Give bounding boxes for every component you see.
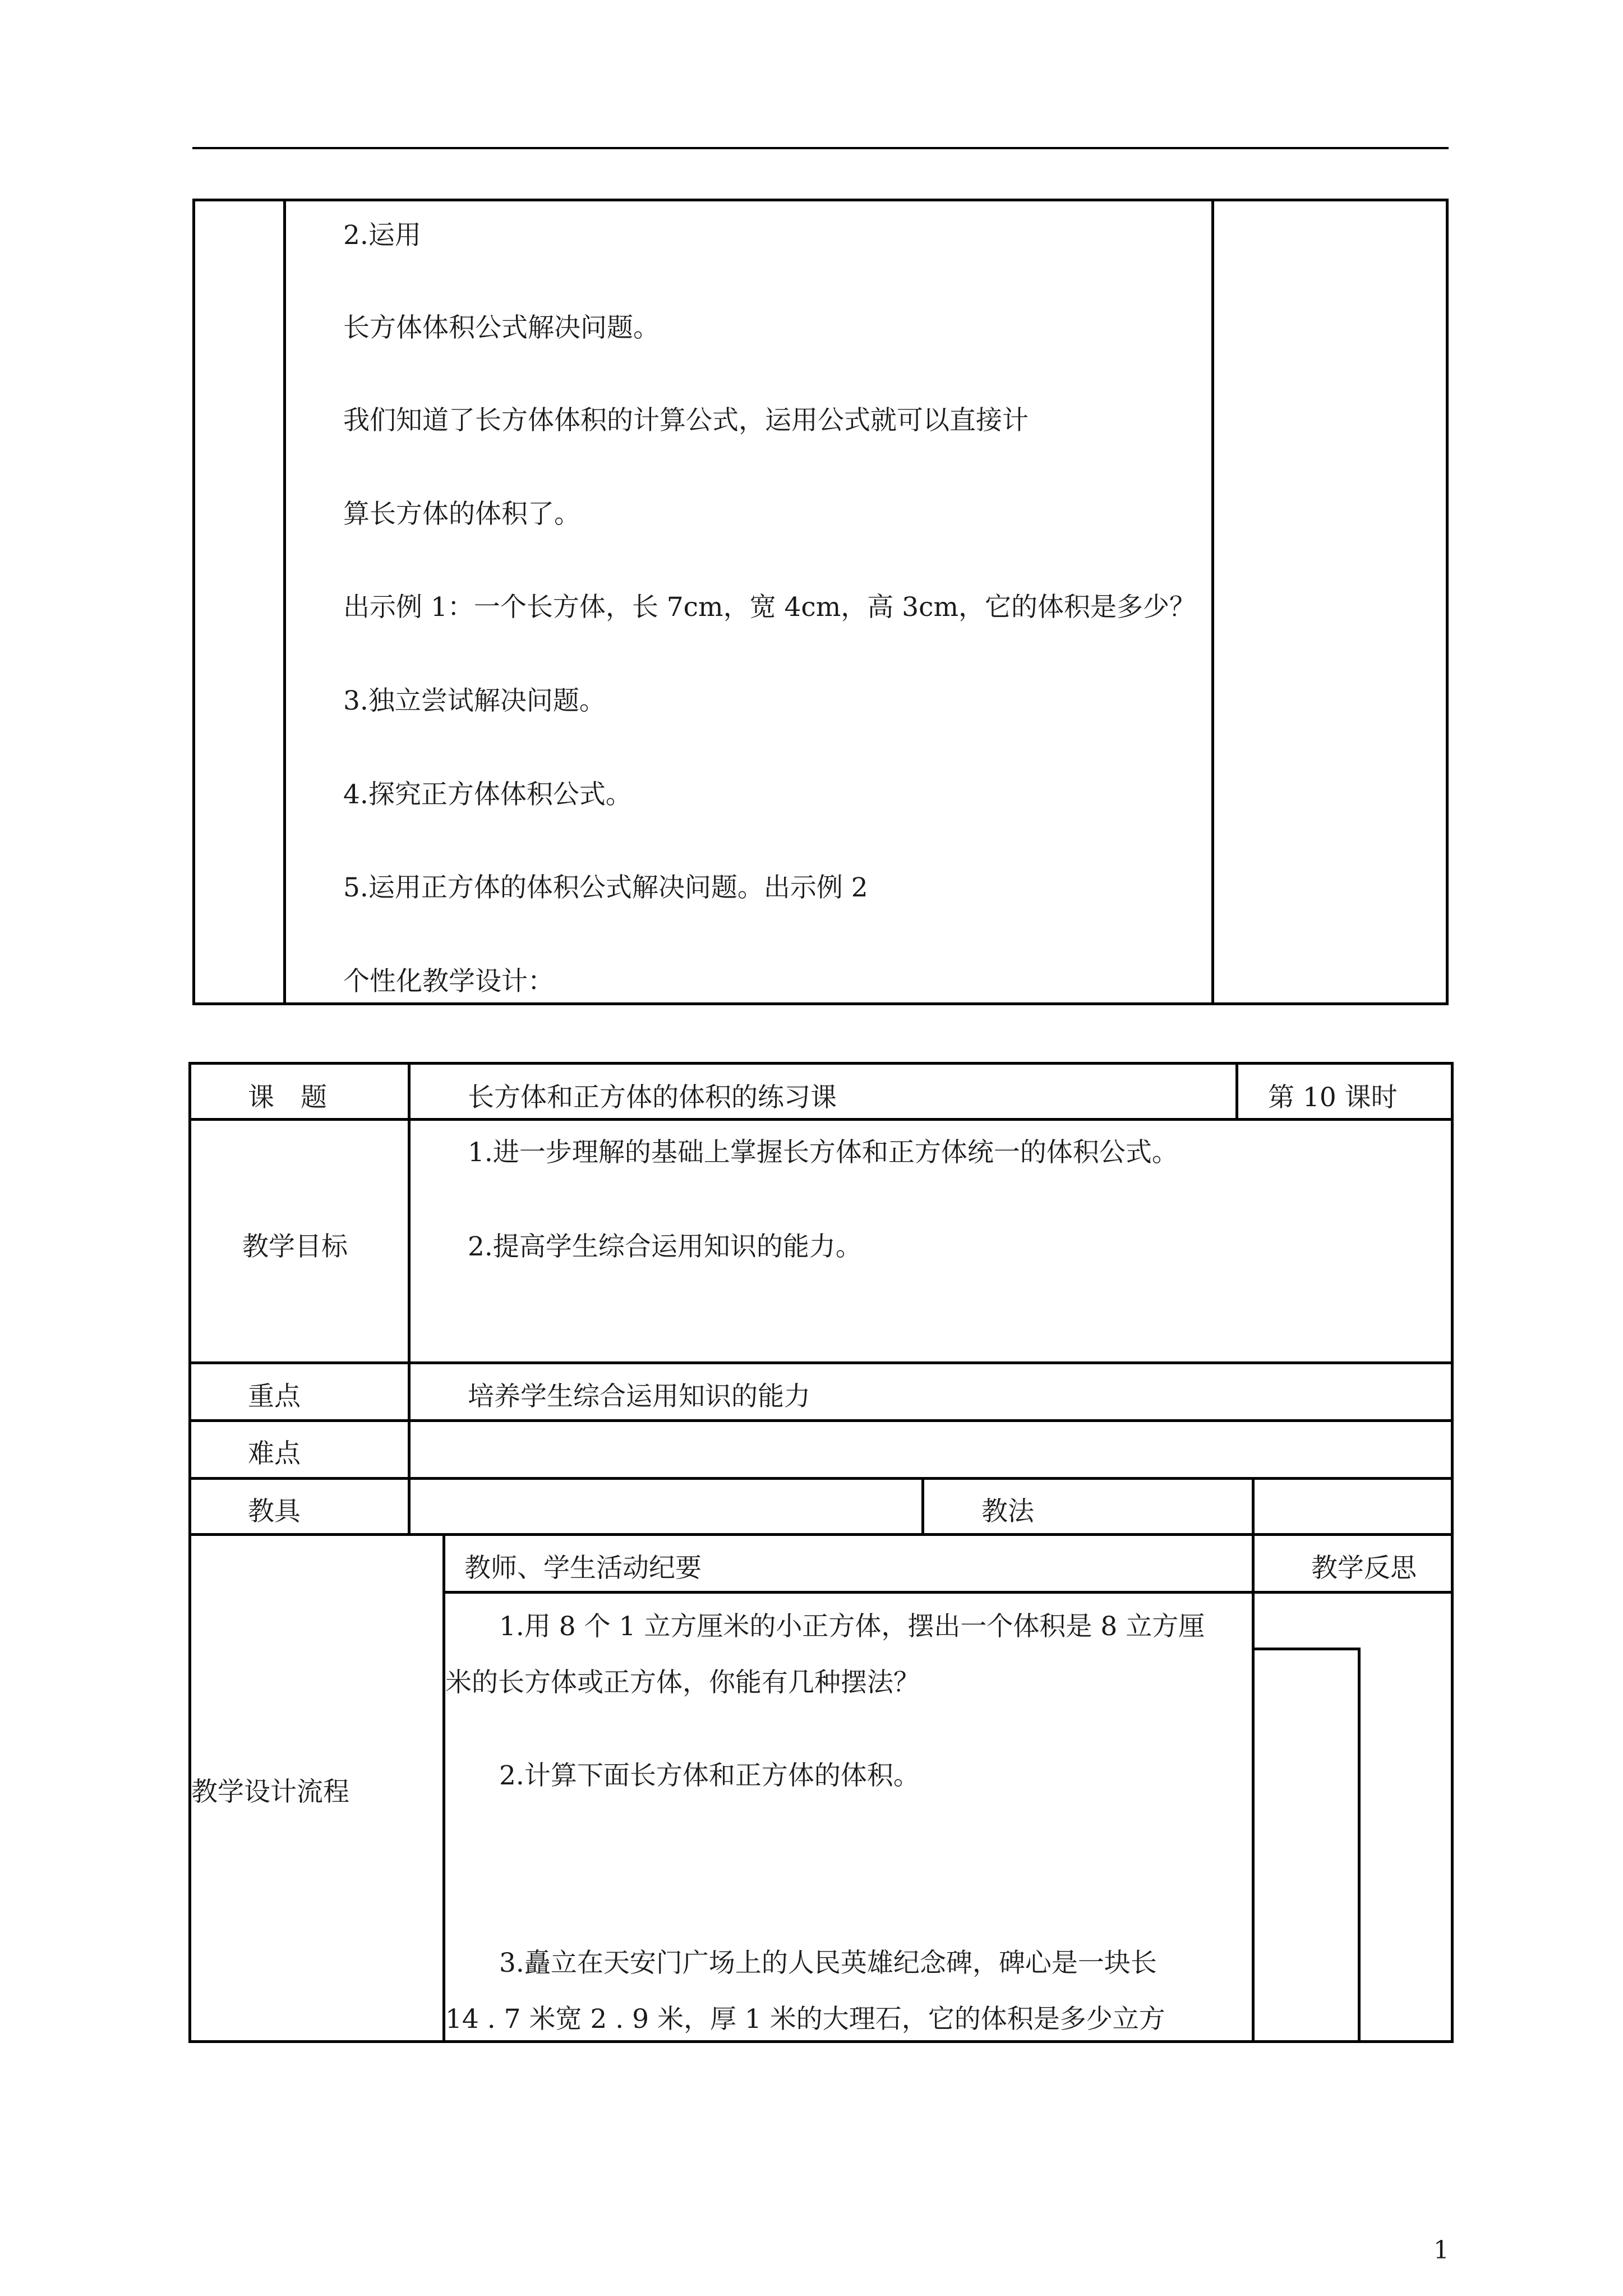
top-line-8: 5.运用正方体的体积公式解决问题。出示例 2 bbox=[343, 872, 868, 903]
activity-line-2: 米的长方体或正方体，你能有几种摆法？ bbox=[445, 1667, 920, 1698]
activity-header: 教师、学生活动纪要 bbox=[464, 1553, 702, 1584]
method-label: 教法 bbox=[981, 1496, 1034, 1527]
top-line-6: 3.独立尝试解决问题。 bbox=[343, 685, 606, 716]
activity-line-5: 14 . 7 米宽 2 . 9 米，厚 1 米的大理石，它的体积是多少立方 bbox=[445, 2004, 1165, 2035]
top-line-3: 我们知道了长方体体积的计算公式，运用公式就可以直接计 bbox=[343, 405, 1029, 436]
activity-line-1: 1.用 8 个 1 立方厘米的小正方体，摆出一个体积是 8 立方厘 bbox=[499, 1611, 1205, 1642]
goals-label: 教学目标 bbox=[242, 1231, 348, 1262]
goal-2: 2.提高学生综合运用知识的能力。 bbox=[468, 1231, 862, 1262]
key-value: 培养学生综合运用知识的能力 bbox=[468, 1381, 810, 1412]
reflection-header: 教学反思 bbox=[1311, 1553, 1417, 1584]
page-number: 1 bbox=[1433, 2236, 1449, 2265]
flow-label: 教学设计流程 bbox=[191, 1777, 349, 1807]
topic-label: 课 题 bbox=[248, 1082, 327, 1113]
header-rule bbox=[192, 147, 1449, 149]
key-label: 重点 bbox=[248, 1381, 301, 1412]
top-line-5: 出示例 1：一个长方体，长 7cm，宽 4cm，高 3cm，它的体积是多少？ bbox=[343, 592, 1196, 623]
topic-value: 长方体和正方体的体积的练习课 bbox=[468, 1082, 837, 1113]
top-line-2: 长方体体积公式解决问题。 bbox=[343, 312, 660, 343]
difficulty-label: 难点 bbox=[248, 1438, 301, 1469]
top-line-1: 2.运用 bbox=[343, 220, 421, 251]
period-label: 第 10 课时 bbox=[1268, 1082, 1398, 1113]
goal-1: 1.进一步理解的基础上掌握长方体和正方体统一的体积公式。 bbox=[468, 1137, 1178, 1168]
top-line-7: 4.探究正方体体积公式。 bbox=[343, 779, 632, 810]
top-line-4: 算长方体的体积了。 bbox=[343, 499, 580, 530]
activity-line-4: 3.矗立在天安门广场上的人民英雄纪念碑，碑心是一块长 bbox=[499, 1948, 1157, 1978]
tools-label: 教具 bbox=[248, 1496, 301, 1527]
top-line-9: 个性化教学设计： bbox=[343, 966, 554, 997]
activity-line-3: 2.计算下面长方体和正方体的体积。 bbox=[499, 1760, 920, 1791]
